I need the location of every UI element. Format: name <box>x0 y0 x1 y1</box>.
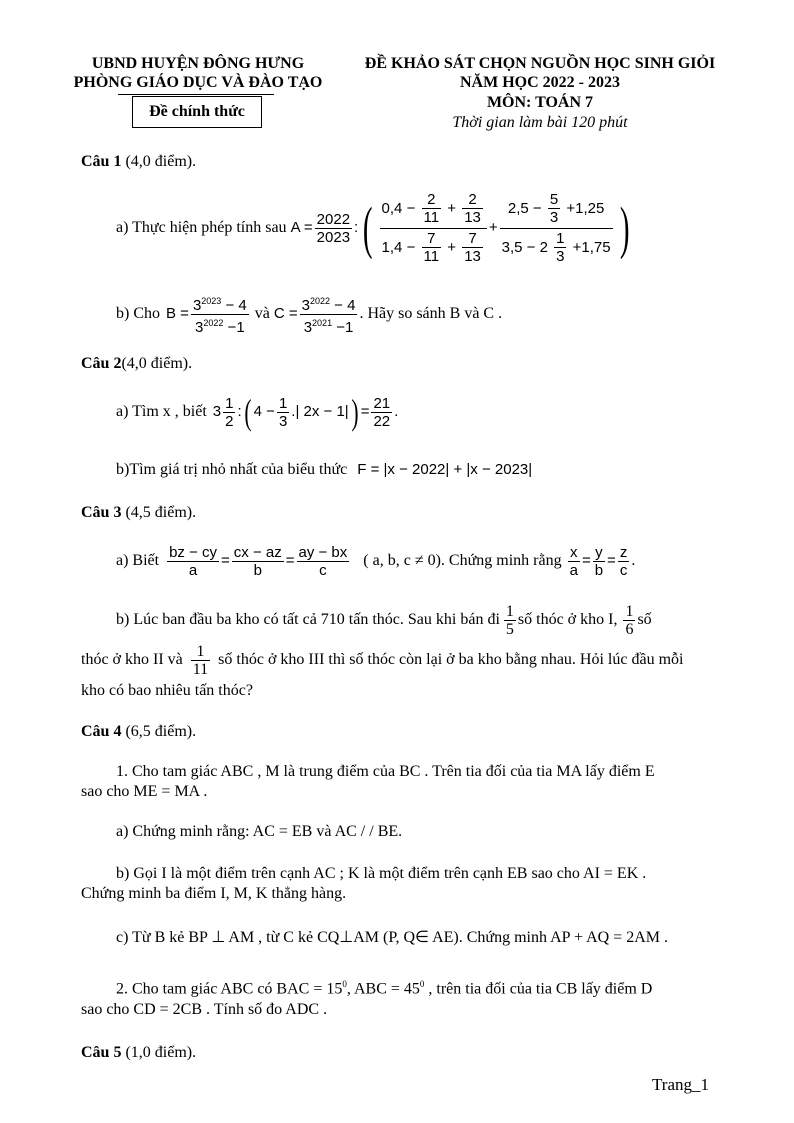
q1b-c-frac: $\frac{3^{2022} - 4}{3^{2021} -1}$ <box>300 293 358 336</box>
header-left-line1: UBND HUYỆN ĐÔNG HƯNG <box>91 55 305 72</box>
q3a-text: a) Biết <box>116 552 160 569</box>
page-number: Trang_1 <box>652 1075 709 1094</box>
time-note: Thời gian làm bài 120 phút <box>452 114 628 131</box>
q1a-line <box>116 186 634 270</box>
q5-title: Câu 5 <box>81 1044 122 1061</box>
header-right-line3: MÔN: TOÁN 7 <box>486 94 594 111</box>
q1a-plus-between: + <box>488 219 498 236</box>
q3-title: Câu 3 <box>81 504 122 521</box>
q1b-line <box>116 294 502 334</box>
q1b-tail: . Hãy so sánh B và C . <box>359 305 503 322</box>
q1a-lhs: A = <box>290 219 313 236</box>
q2-points: (4,0 điểm). <box>121 355 193 372</box>
q2a-text: a) Tìm x , biết <box>116 403 207 420</box>
header-right-line2: NĂM HỌC 2022 - 2023 <box>460 74 620 91</box>
q2b-line <box>116 460 532 480</box>
q3-heading <box>81 503 196 523</box>
q1-heading <box>81 152 196 172</box>
q4-p2-line2: sao cho CD = 2CB . Tính số đo ADC . <box>81 1001 328 1018</box>
q1a-colon: : <box>354 219 359 236</box>
q4-p2-line1: 2. Cho tam giác ABC có BAC = $15^0$, ABC = $45^0$ , trên tia đối của tia CB lấy điểm D <box>116 979 653 998</box>
q4-p1-line2: sao cho ME = MA . <box>81 783 208 800</box>
q4-heading <box>81 722 196 742</box>
q1b-and: và <box>254 305 270 322</box>
q1-points: (4,0 điểm). <box>121 153 197 170</box>
q3b-line3: kho có bao nhiêu tấn thóc? <box>81 682 253 699</box>
q2b-expr: F = |x − 2022| + |x − 2023| <box>357 461 533 478</box>
q1a-text: a) Thực hiện phép tính sau <box>116 219 287 236</box>
q4b-line2: Chứng minh ba điểm I, M, K thẳng hàng. <box>81 885 347 902</box>
q2a-line: a) Tìm x , biết 3 $\frac{1}{2}$ : ( 4 − $\frac{1}{3}$ .| 2x − 1| ) = $\frac{21}{22}$ . <box>116 392 399 432</box>
q1b-b-lhs: B = <box>166 305 189 322</box>
q1b-text: b) Cho <box>116 305 160 322</box>
q2-title: Câu 2 <box>81 355 122 372</box>
q1b-c-lhs: C = <box>273 305 298 322</box>
q2b-text: b)Tìm giá trị nhỏ nhất của biểu thức <box>116 461 348 478</box>
q3a-line: a) Biết $\frac{bz - cy}{a}$ = $\frac{cx - az}{b}$ = $\frac{ay - bx}{c}$ ( a, b, c ≠ 0). Chứng minh rằng $\frac{x}{a}$ = $\frac{y}{b}$ = $\frac{z}{c}$ . <box>116 543 636 579</box>
q1b-b-frac: $\frac{3^{2023} - 4}{3^{2022} -1}$ <box>191 293 249 336</box>
q1a-open-paren: ( <box>363 195 373 260</box>
q1a-close-paren: ) <box>619 195 630 260</box>
q4a-line: a) Chứng minh rằng: AC = EB và AC / / BE. <box>116 823 403 840</box>
q3b-line1: b) Lúc ban đầu ba kho có tất cả 710 tấn thóc. Sau khi bán đi $\frac{1}{5}$ số thóc ở kho I, $\frac{1}{6}$ số <box>116 602 652 638</box>
header-underline <box>118 94 274 95</box>
q4-p1-line1: 1. Cho tam giác ABC , M là trung điểm của BC . Trên tia đối của tia MA lấy điểm E <box>116 763 655 780</box>
q2-heading <box>81 354 192 374</box>
q1a-frac: $\frac{2022}{2023}$ <box>316 210 351 246</box>
q4-points: (6,5 điểm). <box>121 723 197 740</box>
q1a-term2: 2,5 − $\frac{5}{3}$ +1,25 3,5 − 2 $\frac{1}{3}$ +1,75 <box>501 191 611 266</box>
q4c-line: c) Từ B kẻ BP ⊥ AM , từ C kẻ CQ⊥AM (P, Q∈ AE). Chứng minh AP + AQ = 2AM . <box>116 929 668 946</box>
q5-points: (1,0 điểm). <box>121 1044 197 1061</box>
q5-heading <box>81 1043 196 1063</box>
q3b-line2: thóc ở kho II và $\frac{1}{11}$ số thóc ở kho III thì số thóc còn lại ở ba kho bằng nhau. Hỏi lúc đầu mỗi <box>81 642 684 678</box>
official-label-box: Đề chính thức <box>132 96 262 128</box>
header-right-line1: ĐỀ KHẢO SÁT CHỌN NGUỒN HỌC SINH GIỎI <box>364 55 716 72</box>
q4-title: Câu 4 <box>81 723 122 740</box>
q3-points: (4,5 điểm). <box>121 504 197 521</box>
header-left-line2: PHÒNG GIÁO DỤC VÀ ĐÀO TẠO <box>73 74 323 91</box>
q1a-term1: 0,4 − $\frac{2}{11}$ + $\frac{2}{13}$ 1,4 − $\frac{7}{11}$ + $\frac{7}{13}$ <box>380 190 487 267</box>
q1-title: Câu 1 <box>81 153 122 170</box>
q4b-line1: b) Gọi I là một điểm trên cạnh AC ; K là một điểm trên cạnh EB sao cho AI = EK . <box>116 865 647 882</box>
